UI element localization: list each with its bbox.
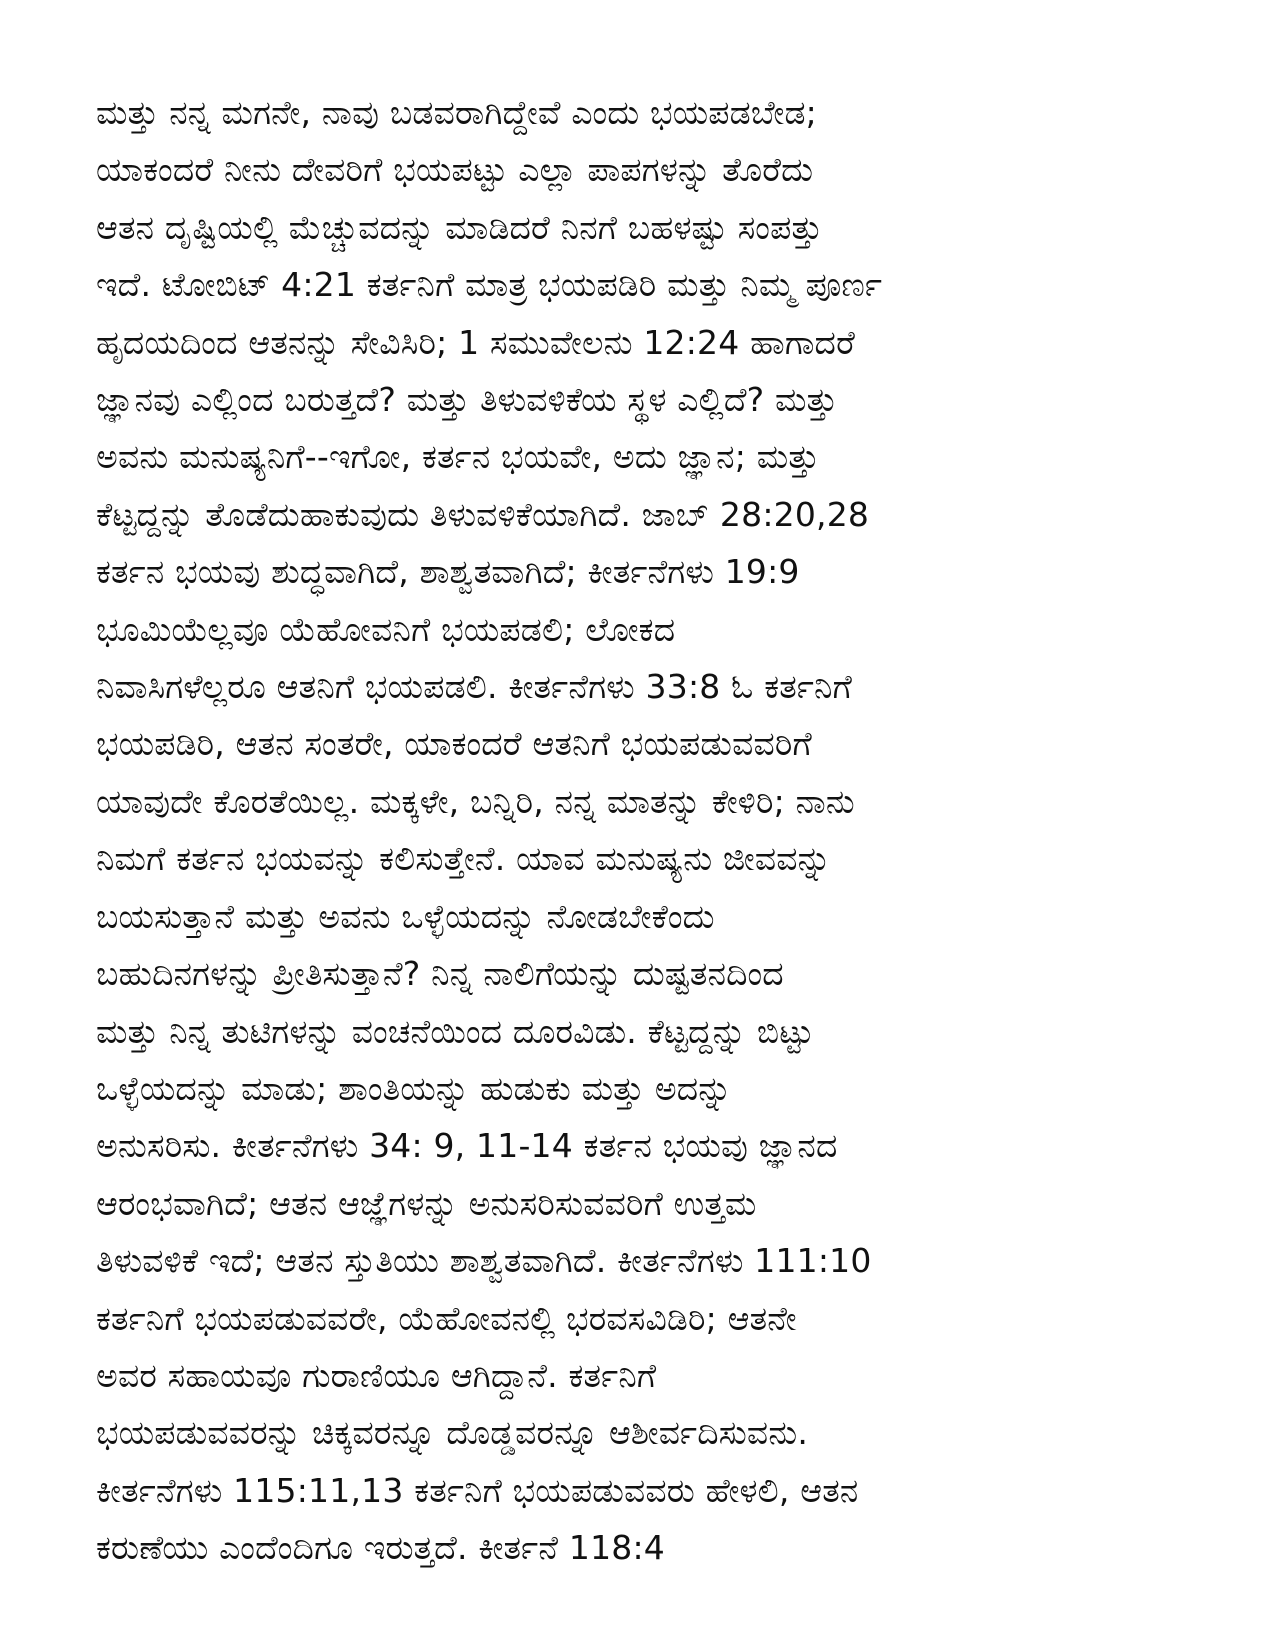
text-line: ಭಯಪಡಿರಿ, ಆತನ ಸಂತರೇ, ಯಾಕಂದರೆ ಆತನಿಗೆ ಭಯಪಡುವವರಿಗೆ bbox=[96, 724, 812, 764]
text-line: ಕೆಟ್ಟದ್ದನ್ನು ತೊಡೆದುಹಾಕುವುದು ತಿಳುವಳಿಕೆಯಾಗಿದೆ. ಜಾಬ್ 28:20,28 bbox=[96, 494, 870, 534]
text-line: ಬಯಸುತ್ತಾನೆ ಮತ್ತು ಅವನು ಒಳ್ಳೆಯದನ್ನು ನೋಡಬೇಕೆಂದು bbox=[96, 896, 715, 936]
text-line: ಕರ್ತನ ಭಯವು ಶುದ್ಧವಾಗಿದೆ, ಶಾಶ್ವತವಾಗಿದೆ; ಕೀರ್ತನೆಗಳು 19:9 bbox=[96, 552, 800, 592]
text-line: ಅವರ ಸಹಾಯವೂ ಗುರಾಣಿಯೂ ಆಗಿದ್ದಾನೆ. ಕರ್ತನಿಗೆ bbox=[96, 1355, 657, 1395]
text-line: ತಿಳುವಳಿಕೆ ಇದೆ; ಆತನ ಸ್ತುತಿಯು ಶಾಶ್ವತವಾಗಿದೆ. ಕೀರ್ತನೆಗಳು 111:10 bbox=[96, 1241, 872, 1281]
text-line: ಆತನ ದೃಷ್ಟಿಯಲ್ಲಿ ಮೆಚ್ಚುವದನ್ನು ಮಾಡಿದರೆ ನಿನಗೆ ಬಹಳಷ್ಟು ಸಂಪತ್ತು bbox=[96, 207, 823, 247]
text-line: ಇದೆ. ಟೋಬಿಟ್ 4:21 ಕರ್ತನಿಗೆ ಮಾತ್ರ ಭಯಪಡಿರಿ ಮತ್ತು ನಿಮ್ಮ ಪೂರ್ಣ bbox=[96, 265, 883, 305]
text-line: ಕರ್ತನಿಗೆ ಭಯಪಡುವವರೇ, ಯೆಹೋವನಲ್ಲಿ ಭರವಸವಿಡಿರಿ; ಆತನೇ bbox=[96, 1298, 797, 1338]
text-line: ಯಾವುದೇ ಕೊರತೆಯಿಲ್ಲ. ಮಕ್ಕಳೇ, ಬನ್ನಿರಿ, ನನ್ನ ಮಾತನ್ನು ಕೇಳಿರಿ; ನಾನು bbox=[96, 781, 855, 821]
text-line: ಮತ್ತು ನನ್ನ ಮಗನೇ, ನಾವು ಬಡವರಾಗಿದ್ದೇವೆ ಎಂದು ಭಯಪಡಬೇಡ; bbox=[96, 93, 817, 132]
text-line: ಅನುಸರಿಸು. ಕೀರ್ತನೆಗಳು 34: 9, 11-14 ಕರ್ತನ ಭಯವು ಜ್ಞಾನದ bbox=[96, 1126, 838, 1166]
text-line: ಅವನು ಮನುಷ್ಯನಿಗೆ--ಇಗೋ, ಕರ್ತನ ಭಯವೇ, ಅದು ಜ್ಞಾನ; ಮತ್ತು bbox=[96, 437, 820, 477]
document-body bbox=[96, 84, 1206, 1577]
text-line: ಭಯಪಡುವವರನ್ನು ಚಿಕ್ಕವರನ್ನೂ ದೊಡ್ಡವರನ್ನೂ ಆಶೀರ್ವದಿಸುವನು. bbox=[96, 1413, 809, 1453]
text-line: ನಿವಾಸಿಗಳೆಲ್ಲರೂ ಆತನಿಗೆ ಭಯಪಡಲಿ. ಕೀರ್ತನೆಗಳು 33:8 ಓ ಕರ್ತನಿಗೆ bbox=[96, 667, 852, 707]
text-line: ಜ್ಞಾನವು ಎಲ್ಲಿಂದ ಬರುತ್ತದೆ? ಮತ್ತು ತಿಳುವಳಿಕೆಯ ಸ್ಥಳ ಎಲ್ಲಿದೆ? ಮತ್ತು bbox=[96, 380, 838, 420]
text-line: ಹೃದಯದಿಂದ ಆತನನ್ನು ಸೇವಿಸಿರಿ; 1 ಸಮುವೇಲನು 12:24 ಹಾಗಾದರೆ bbox=[96, 322, 856, 362]
text-line: ಮತ್ತು ನಿನ್ನ ತುಟಿಗಳನ್ನು ವಂಚನೆಯಿಂದ ದೂರವಿಡು. ಕೆಟ್ಟದ್ದನ್ನು ಬಿಟ್ಟು bbox=[96, 1011, 814, 1051]
text-line: ಯಾಕಂದರೆ ನೀನು ದೇವರಿಗೆ ಭಯಪಟ್ಟು ಎಲ್ಲಾ ಪಾಪಗಳನ್ನು ತೊರೆದು bbox=[96, 150, 814, 190]
text-line: ಕರುಣೆಯು ಎಂದೆಂದಿಗೂ ಇರುತ್ತದೆ. ಕೀರ್ತನೆ 118:4 bbox=[96, 1528, 665, 1568]
text-line: ಭೂಮಿಯೆಲ್ಲವೂ ಯೆಹೋವನಿಗೆ ಭಯಪಡಲಿ; ಲೋಕದ bbox=[96, 609, 676, 649]
text-line: ಬಹುದಿನಗಳನ್ನು ಪ್ರೀತಿಸುತ್ತಾನೆ? ನಿನ್ನ ನಾಲಿಗೆಯನ್ನು ದುಷ್ಟತನದಿಂದ bbox=[96, 954, 784, 994]
text-line: ಕೀರ್ತನೆಗಳು 115:11,13 ಕರ್ತನಿಗೆ ಭಯಪಡುವವರು ಹೇಳಲಿ, ಆತನ bbox=[96, 1470, 859, 1510]
text-line: ಒಳ್ಳೆಯದನ್ನು ಮಾಡು; ಶಾಂತಿಯನ್ನು ಹುಡುಕು ಮತ್ತು ಅದನ್ನು bbox=[96, 1068, 732, 1108]
text-line: ನಿಮಗೆ ಕರ್ತನ ಭಯವನ್ನು ಕಲಿಸುತ್ತೇನೆ. ಯಾವ ಮನುಷ್ಯನು ಜೀವವನ್ನು bbox=[96, 839, 832, 879]
text-line: ಆರಂಭವಾಗಿದೆ; ಆತನ ಆಜ್ಞೆಗಳನ್ನು ಅನುಸರಿಸುವವರಿಗೆ ಉತ್ತಮ bbox=[96, 1183, 757, 1223]
